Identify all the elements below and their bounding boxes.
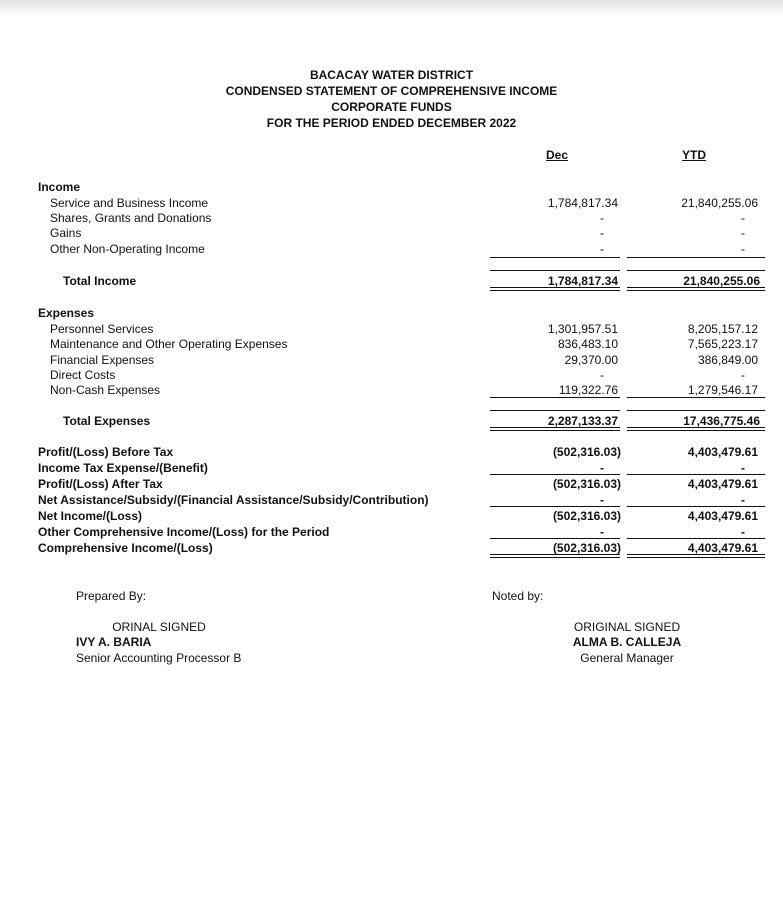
expenses-heading: Expenses (38, 306, 95, 320)
summary-dec: - (600, 461, 604, 475)
summary-rule (627, 506, 765, 507)
column-header-ytd: YTD (682, 148, 706, 162)
comprehensive-income-dec-double-rule (490, 554, 620, 558)
expense-item-label: Direct Costs (50, 368, 116, 382)
income-item-dec: - (600, 242, 604, 256)
summary-label: Net Income/(Loss) (38, 509, 143, 523)
income-heading: Income (38, 180, 81, 194)
summary-dec: - (600, 525, 604, 539)
noted-by-status: ORIGINAL SIGNED (573, 620, 681, 634)
total-income-label: Total Income (63, 274, 137, 288)
expense-item-ytd: 386,849.00 (697, 353, 758, 367)
income-item-label: Gains (50, 226, 82, 240)
expense-item-label: Personnel Services (50, 322, 154, 336)
expense-item-label: Non-Cash Expenses (50, 383, 161, 397)
income-item-ytd: - (741, 226, 745, 240)
summary-label: Comprehensive Income/(Loss) (38, 541, 213, 555)
expense-item-ytd: 8,205,157.12 (687, 322, 758, 336)
summary-rule (627, 474, 765, 475)
summary-dec: - (600, 493, 604, 507)
expenses-total-ytd-rule (627, 410, 765, 411)
summary-ytd: - (741, 525, 745, 539)
summary-rule (490, 538, 620, 539)
expenses-ytd-rule (627, 397, 765, 398)
comprehensive-income-ytd-double-rule (627, 554, 765, 558)
summary-ytd: - (741, 461, 745, 475)
expense-item-ytd: 7,565,223.17 (687, 337, 758, 351)
summary-dec: (502,316.03) (552, 477, 621, 491)
income-total-dec-rule (490, 270, 620, 271)
expense-item-ytd: 1,279,546.17 (687, 383, 758, 397)
income-item-dec: - (600, 211, 604, 225)
income-item-ytd: - (741, 242, 745, 256)
summary-dec: (502,316.03) (552, 445, 621, 459)
expense-item-dec: - (600, 368, 604, 382)
income-item-ytd: 21,840,255.06 (681, 196, 758, 210)
total-expenses-ytd: 17,436,775.46 (683, 414, 760, 428)
summary-dec: (502,316.03) (552, 509, 621, 523)
total-income-dec-double-rule (490, 287, 620, 291)
income-item-ytd: - (741, 211, 745, 225)
expense-item-dec: 836,483.10 (557, 337, 618, 351)
summary-rule (627, 538, 765, 539)
noted-by-name: ALMA B. CALLEJA (572, 635, 682, 649)
org-name: BACACAY WATER DISTRICT (309, 68, 474, 82)
prepared-by-caption: Prepared By: (76, 589, 147, 603)
summary-ytd: 4,403,479.61 (687, 477, 758, 491)
total-expenses-dec-double-rule (490, 427, 620, 431)
income-total-ytd-rule (627, 270, 765, 271)
summary-rule (490, 474, 620, 475)
prepared-by-position: Senior Accounting Processor B (76, 651, 242, 665)
summary-label: Income Tax Expense/(Benefit) (38, 461, 208, 475)
total-income-ytd-double-rule (627, 287, 765, 291)
summary-label: Net Assistance/Subsidy/(Financial Assistance/Subsidy/Contribution) (38, 493, 429, 507)
expense-item-dec: 119,322.76 (558, 383, 618, 397)
total-expenses-dec: 2,287,133.37 (547, 414, 618, 428)
total-income-dec: 1,784,817.34 (547, 274, 618, 288)
expense-item-label: Maintenance and Other Operating Expenses (50, 337, 288, 351)
summary-ytd: 4,403,479.61 (687, 541, 758, 555)
fund-name: CORPORATE FUNDS (331, 100, 452, 114)
summary-label: Profit/(Loss) Before Tax (38, 445, 174, 459)
expense-item-label: Financial Expenses (50, 353, 155, 367)
expense-item-dec: 29,370.00 (564, 353, 618, 367)
prepared-by-status: ORINAL SIGNED (112, 620, 206, 634)
summary-ytd: 4,403,479.61 (687, 509, 758, 523)
income-item-label: Service and Business Income (50, 196, 209, 210)
income-ytd-rule (627, 257, 765, 258)
noted-by-caption: Noted by: (492, 589, 544, 603)
period-label: FOR THE PERIOD ENDED DECEMBER 2022 (266, 116, 517, 130)
column-header-dec: Dec (545, 148, 568, 162)
expense-item-ytd: - (741, 368, 745, 382)
noted-by-position: General Manager (580, 651, 674, 665)
summary-ytd: - (741, 493, 745, 507)
summary-dec: (502,316.03) (552, 541, 621, 555)
income-item-label: Other Non-Operating Income (50, 242, 205, 256)
total-expenses-label: Total Expenses (63, 414, 151, 428)
viewer-top-shadow (0, 0, 783, 18)
expenses-dec-rule (490, 397, 620, 398)
expense-item-dec: 1,301,957.51 (547, 322, 618, 336)
total-expenses-ytd-double-rule (627, 427, 765, 431)
summary-ytd: 4,403,479.61 (687, 445, 758, 459)
expenses-total-dec-rule (490, 410, 620, 411)
prepared-by-name: IVY A. BARIA (76, 635, 152, 649)
summary-label: Other Comprehensive Income/(Loss) for the Period (38, 525, 330, 539)
statement-title: CONDENSED STATEMENT OF COMPREHENSIVE INCOME (225, 84, 558, 98)
income-item-dec: 1,784,817.34 (547, 196, 618, 210)
total-income-ytd: 21,840,255.06 (683, 274, 760, 288)
income-item-dec: - (600, 226, 604, 240)
summary-label: Profit/(Loss) After Tax (38, 477, 163, 491)
income-dec-rule (490, 257, 620, 258)
income-item-label: Shares, Grants and Donations (50, 211, 212, 225)
summary-rule (490, 506, 620, 507)
